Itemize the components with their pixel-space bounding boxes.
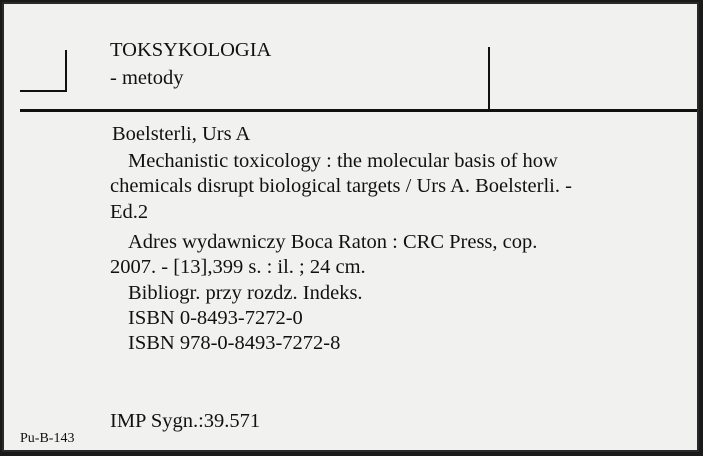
imprint-line-1: Adres wydawniczy Boca Raton : CRC Press, cop. bbox=[128, 231, 538, 253]
card-id: Pu-B-143 bbox=[20, 431, 75, 446]
isbn-line-2: ISBN 978-0-8493-7272-8 bbox=[128, 332, 341, 354]
heading-rule bbox=[20, 109, 697, 112]
subject-heading: TOKSYKOLOGIA bbox=[110, 39, 272, 61]
author-entry: Boelsterli, Urs A bbox=[112, 123, 251, 145]
call-number: IMP Sygn.:39.571 bbox=[110, 410, 261, 432]
imprint-line-2: 2007. - [13],399 s. : il. ; 24 cm. bbox=[110, 256, 366, 278]
notes-line: Bibliogr. przy rozdz. Indeks. bbox=[128, 282, 363, 304]
heading-divider bbox=[488, 47, 490, 110]
title-line-2: chemicals disrupt biological targets / Urs A. Boelsterli. - bbox=[110, 175, 572, 197]
catalog-card bbox=[2, 2, 699, 452]
corner-mark-horizontal bbox=[20, 90, 67, 92]
title-line-3: Ed.2 bbox=[110, 201, 149, 223]
corner-mark-vertical bbox=[65, 50, 67, 92]
subject-subdivision: - metody bbox=[110, 67, 184, 89]
title-line-1: Mechanistic toxicology : the molecular basis of how bbox=[128, 150, 558, 172]
isbn-line-1: ISBN 0-8493-7272-0 bbox=[128, 307, 303, 329]
